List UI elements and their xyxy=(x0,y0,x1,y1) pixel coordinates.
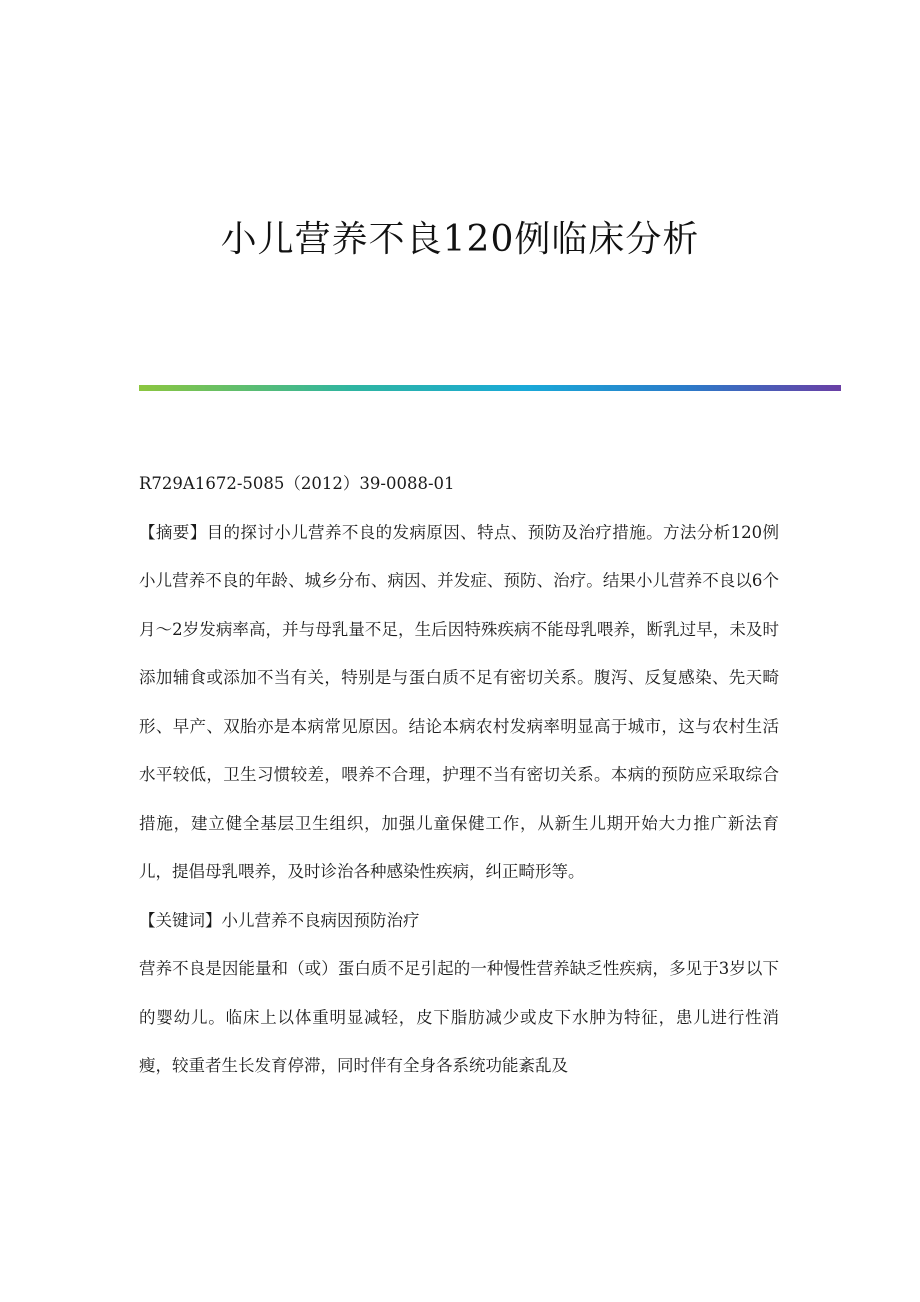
abstract-paragraph xyxy=(139,509,779,897)
document-body xyxy=(139,460,779,1091)
keywords-text: 小儿营养不良病因预防治疗 xyxy=(221,910,420,930)
keywords-label: 【关键词】 xyxy=(139,910,222,930)
keywords-paragraph xyxy=(139,897,779,946)
document-title: 小儿营养不良120例临床分析 xyxy=(220,219,700,260)
classification-code: R729A1672-5085（2012）39-0088-01 xyxy=(139,474,455,493)
abstract-label: 【摘要】 xyxy=(139,522,207,542)
intro-paragraph: 营养不良是因能量和（或）蛋白质不足引起的一种慢性营养缺乏性疾病，多见于3岁以下的婴幼儿。临床上以体重明显减轻，皮下脂肪减少或皮下水肿为特征，患儿进行性消瘦，较重者生长发育停滞，同时伴有全身各系统功能紊乱及 xyxy=(139,959,779,1075)
abstract-text: 目的探讨小儿营养不良的发病原因、特点、预防及治疗措施。方法分析120例小儿营养不良的年龄、城乡分布、病因、并发症、预防、治疗。结果小儿营养不良以6个月～2岁发病率高，并与母乳量不足，生后因特殊疾病不能母乳喂养，断乳过早，未及时添加辅食或添加不当有关，特别是与蛋白质不足有密切关系。腹泻、反复感染、先天畸形、早产、双胎亦是本病常见原因。结论本病农村发病率明显高于城市，这与农村生活水平较低，卫生习惯较差，喂养不合理，护理不当有密切关系。本病的预防应采取综合措施，建立健全基层卫生组织，加强儿童保健工作，从新生儿期开始大力推广新法育儿，提倡母乳喂养，及时诊治各种感染性疾病，纠正畸形等。 xyxy=(139,522,780,881)
gradient-divider xyxy=(139,385,841,391)
